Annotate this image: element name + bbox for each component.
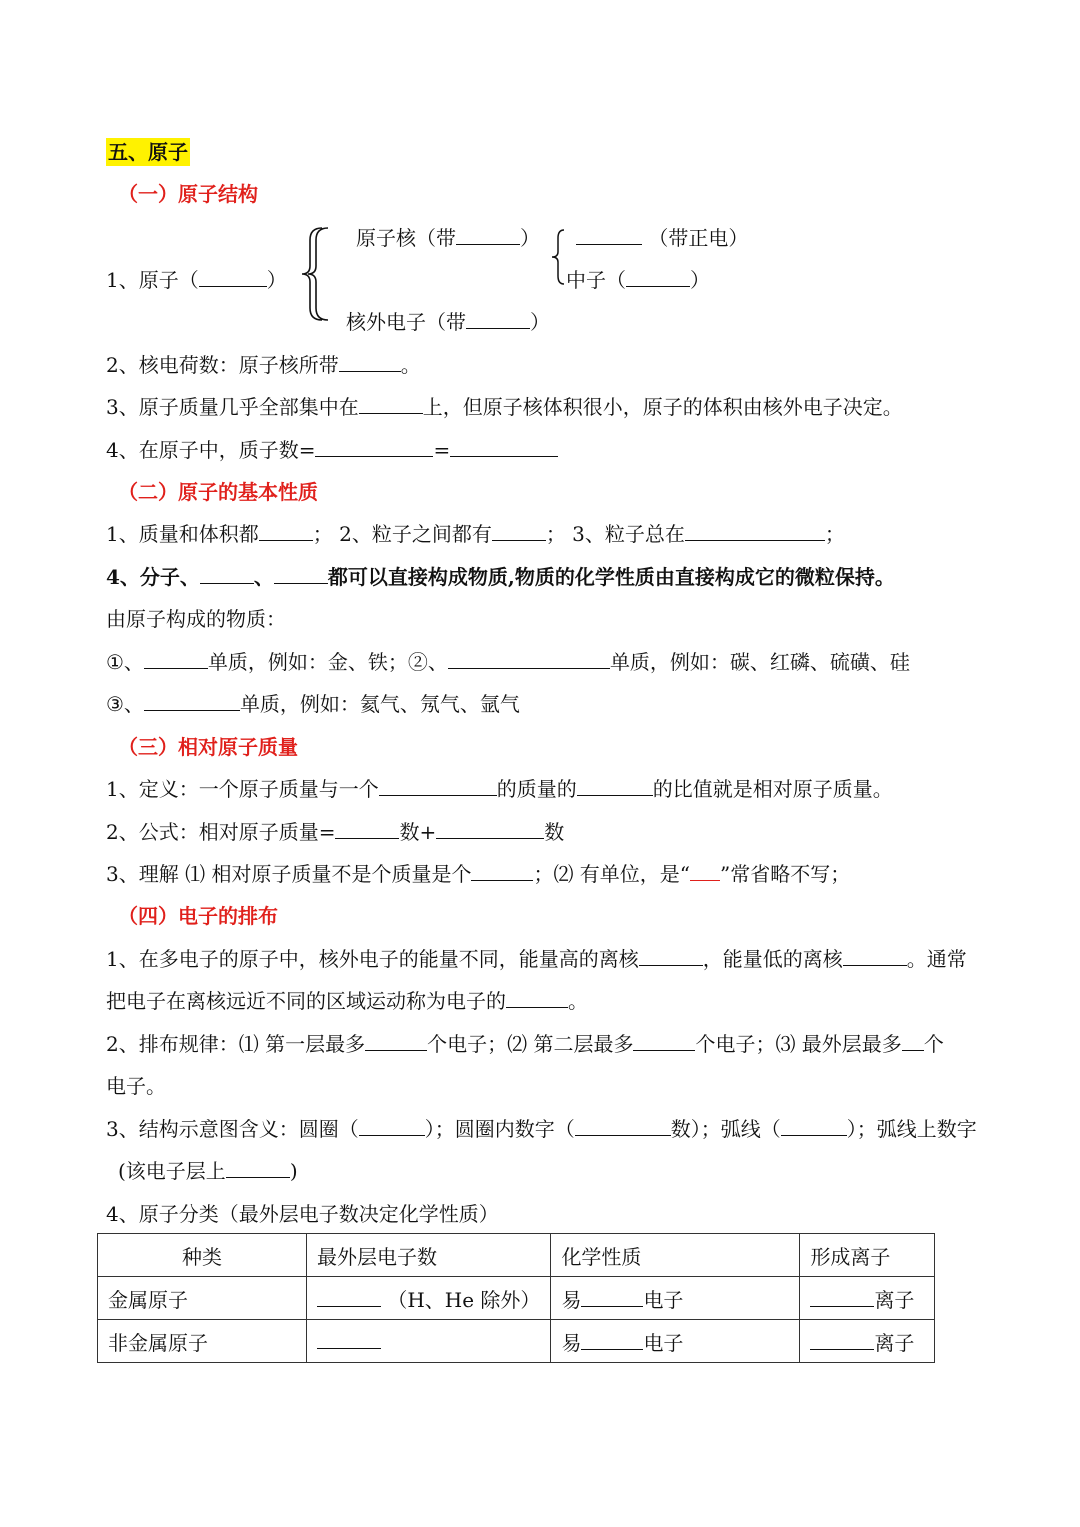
header-chemical-property: 化学性质: [551, 1234, 800, 1277]
p1-line4-a: 4、在原子中，质子数=: [106, 438, 316, 462]
table-row: [98, 1320, 935, 1363]
p3-l3-c: ”常省略不写；: [720, 862, 851, 886]
blank-mass-center[interactable]: [359, 393, 423, 414]
neutron-line: [566, 266, 710, 294]
blank-outer-layer[interactable]: [902, 1030, 924, 1051]
header-ion: 形成离子: [800, 1234, 935, 1277]
p2-l1-a: 1、质量和体积都: [106, 522, 259, 546]
p2-line1: [106, 520, 845, 548]
blank-proton[interactable]: [576, 224, 642, 245]
cell-kind: 金属原子: [98, 1277, 307, 1320]
p4-line1: [106, 945, 967, 973]
p4-l1-a: 1、在多电子的原子中，核外电子的能量不同，能量高的离核: [106, 947, 639, 971]
blank-electron-charge[interactable]: [466, 308, 530, 329]
prop-a: 易: [561, 1330, 582, 1355]
atom-label-text: 1、原子（: [106, 268, 199, 292]
section-title-text: 五、原子: [108, 140, 188, 164]
p4-l1-b: ，能量低的离核: [702, 947, 843, 971]
blank-metal-ion[interactable]: [810, 1286, 874, 1307]
blank-particle-1[interactable]: [200, 563, 254, 584]
nucleus-text: 原子核（带: [356, 226, 456, 250]
p2-l2-c: 都可以直接构成物质,物质的化学性质由直接构成它的微粒保持。: [327, 565, 895, 589]
p3-line1: [106, 775, 893, 803]
blank-layering[interactable]: [506, 987, 568, 1008]
p1-line2-b: 。: [400, 353, 421, 377]
blank-equal-1[interactable]: [315, 436, 433, 457]
blank-arc[interactable]: [781, 1115, 847, 1136]
p2-l5-a: ③、: [106, 692, 144, 716]
atom-label: [106, 266, 287, 294]
cell-property: [551, 1320, 800, 1363]
blank-near[interactable]: [843, 945, 907, 966]
blank-carbon-atom[interactable]: [379, 775, 497, 796]
p2-line5: [106, 690, 520, 718]
heading-relative-mass: （三）相对原子质量: [118, 735, 298, 759]
p4-l2-d: 个: [923, 1032, 944, 1056]
blank-metal[interactable]: [144, 648, 208, 669]
p1-line3-b: 上，但原子核体积很小，原子的体积由核外电子决定。: [422, 395, 903, 419]
p2-l4-a: ①、: [106, 650, 144, 674]
right-brace: [550, 228, 566, 286]
blank-motion[interactable]: [685, 520, 825, 541]
blank-nucleus-charge[interactable]: [456, 224, 520, 245]
p2-l2-b: 、: [253, 565, 274, 589]
cell-property: [551, 1277, 800, 1320]
outer-note: （H、He 除外）: [387, 1287, 541, 1312]
table-header-row: [98, 1234, 935, 1277]
header-outer-electrons: 最外层电子数: [307, 1234, 551, 1277]
p4-l3-f: ): [289, 1159, 298, 1183]
p1-line2-a: 2、核电荷数：原子核所带: [106, 353, 339, 377]
p2-l2-a: 4、分子、: [106, 565, 200, 589]
cell-outer: [307, 1277, 551, 1320]
p3-l3-b: ；⑵ 有单位，是“: [533, 862, 691, 886]
p4-l3-e: (该电子层上: [118, 1159, 226, 1183]
blank-far[interactable]: [639, 945, 703, 966]
p1-line4: [106, 436, 558, 464]
blank-nonmetal-outer[interactable]: [317, 1328, 381, 1349]
p1-line4-b: =: [433, 438, 451, 462]
p2-l1-c: ； 3、粒子总在: [545, 522, 685, 546]
p3-l1-c: 的比值就是相对原子质量。: [652, 777, 893, 801]
cell-ion: [800, 1320, 935, 1363]
p2-l4-c: 单质，例如：碳、红磷、硫磺、硅: [609, 650, 910, 674]
prop-b: 电子: [643, 1330, 684, 1355]
p3-l2-a: 2、公式：相对原子质量=: [106, 820, 336, 844]
blank-particle-2[interactable]: [274, 563, 328, 584]
p1-line2: [106, 351, 421, 379]
p4-l3-d: ）；弧线上数字: [846, 1117, 977, 1141]
blank-gap[interactable]: [492, 520, 546, 541]
blank-ratio[interactable]: [471, 860, 533, 881]
p4-l2-a: 2、排布规律：⑴ 第一层最多: [106, 1032, 366, 1056]
p4-l1-e: 。: [568, 989, 588, 1013]
p4-l2-b: 个电子；⑵ 第二层最多: [427, 1032, 634, 1056]
p3-line3: [106, 860, 850, 888]
section-title: [106, 138, 190, 166]
p2-line4: [106, 648, 910, 676]
electron-text: 核外电子（带: [346, 310, 466, 334]
p4-l1-d: 把电子在离核远近不同的区域运动称为电子的: [106, 989, 506, 1013]
p1-line3-a: 3、原子质量几乎全部集中在: [106, 395, 359, 419]
p3-l1-b: 的质量的: [496, 777, 577, 801]
blank-noble-gas[interactable]: [144, 690, 240, 711]
p2-l1-b: ； 2、粒子之间都有: [312, 522, 492, 546]
ion-label: 离子: [874, 1287, 915, 1312]
prop-b: 电子: [643, 1287, 684, 1312]
p4-l3-b: ）；圆圈内数字（: [424, 1117, 575, 1141]
p2-line2: [106, 563, 895, 591]
p3-l2-b: 数+: [399, 820, 437, 844]
blank-atom[interactable]: [199, 266, 267, 287]
p4-l2-c: 个电子；⑶ 最外层最多: [695, 1032, 902, 1056]
neutron-text: 中子（: [566, 268, 626, 292]
p4-l3-c: 数）；弧线（: [670, 1117, 781, 1141]
heading-electron-arrangement: （四）电子的排布: [118, 904, 278, 928]
blank-arc-number[interactable]: [226, 1157, 290, 1178]
blank-small[interactable]: [259, 520, 313, 541]
heading-basic-properties: （二）原子的基本性质: [118, 480, 318, 504]
blank-nonmetal-prop[interactable]: [581, 1329, 643, 1350]
p2-l1-d: ；: [824, 522, 845, 546]
blank-circle-number[interactable]: [575, 1115, 671, 1136]
prop-a: 易: [561, 1287, 582, 1312]
p4-l1-c: 。通常: [906, 947, 967, 971]
blank-neutron[interactable]: [626, 266, 690, 287]
p1-line3: [106, 393, 903, 421]
p2-l4-b: 单质，例如：金、铁；②、: [207, 650, 448, 674]
blank-nuclear-charge[interactable]: [339, 351, 401, 372]
blank-equal-2[interactable]: [450, 436, 558, 457]
left-double-brace: [300, 226, 330, 322]
p4-line4: 4、原子分类（最外层电子数决定化学性质）: [106, 1202, 499, 1226]
blank-second-layer[interactable]: [633, 1030, 695, 1051]
p4-line2: [106, 1030, 944, 1058]
cell-kind: 非金属原子: [98, 1320, 307, 1363]
cell-ion: [800, 1277, 935, 1320]
blank-formula-1[interactable]: [335, 818, 399, 839]
ion-label: 离子: [874, 1330, 915, 1355]
p4-line3-cont: [118, 1157, 298, 1185]
blank-formula-2[interactable]: [436, 818, 544, 839]
electron-line: [346, 308, 550, 336]
proton-line: [576, 224, 748, 252]
cell-outer: [307, 1320, 551, 1363]
p2-l5-b: 单质，例如：氦气、氖气、氩气: [239, 692, 520, 716]
heading-atomic-structure: （一）原子结构: [118, 182, 258, 206]
p4-l3-a: 3、结构示意图含义：圆圈（: [106, 1117, 359, 1141]
blank-circle[interactable]: [359, 1115, 425, 1136]
atom-close: ）: [266, 268, 287, 292]
p3-l3-a: 3、理解 ⑴ 相对原子质量不是个质量是个: [106, 862, 472, 886]
electron-close: ）: [530, 310, 550, 334]
p2-line3: 由原子构成的物质：: [106, 607, 286, 631]
blank-metal-prop[interactable]: [581, 1286, 643, 1307]
blank-nonmetal-ion[interactable]: [810, 1329, 874, 1350]
proton-suffix: （带正电）: [648, 226, 749, 250]
blank-unit[interactable]: [690, 860, 720, 881]
p3-line2: [106, 818, 564, 846]
atom-classification-table: [97, 1233, 935, 1363]
blank-fraction[interactable]: [577, 775, 653, 796]
p3-l1-a: 1、定义：一个原子质量与一个: [106, 777, 379, 801]
nucleus-line: [356, 224, 540, 252]
nucleus-close: ）: [520, 226, 540, 250]
blank-solid-nonmetal[interactable]: [448, 648, 610, 669]
table-row: [98, 1277, 935, 1320]
p3-l2-c: 数: [544, 820, 565, 844]
header-kind: 种类: [98, 1234, 307, 1277]
neutron-close: ）: [690, 268, 710, 292]
p4-line1-cont: [106, 987, 588, 1015]
p4-line2-cont: 电子。: [106, 1074, 166, 1098]
p4-line3: [106, 1115, 977, 1143]
blank-first-layer[interactable]: [365, 1030, 427, 1051]
blank-metal-outer[interactable]: [317, 1286, 381, 1307]
